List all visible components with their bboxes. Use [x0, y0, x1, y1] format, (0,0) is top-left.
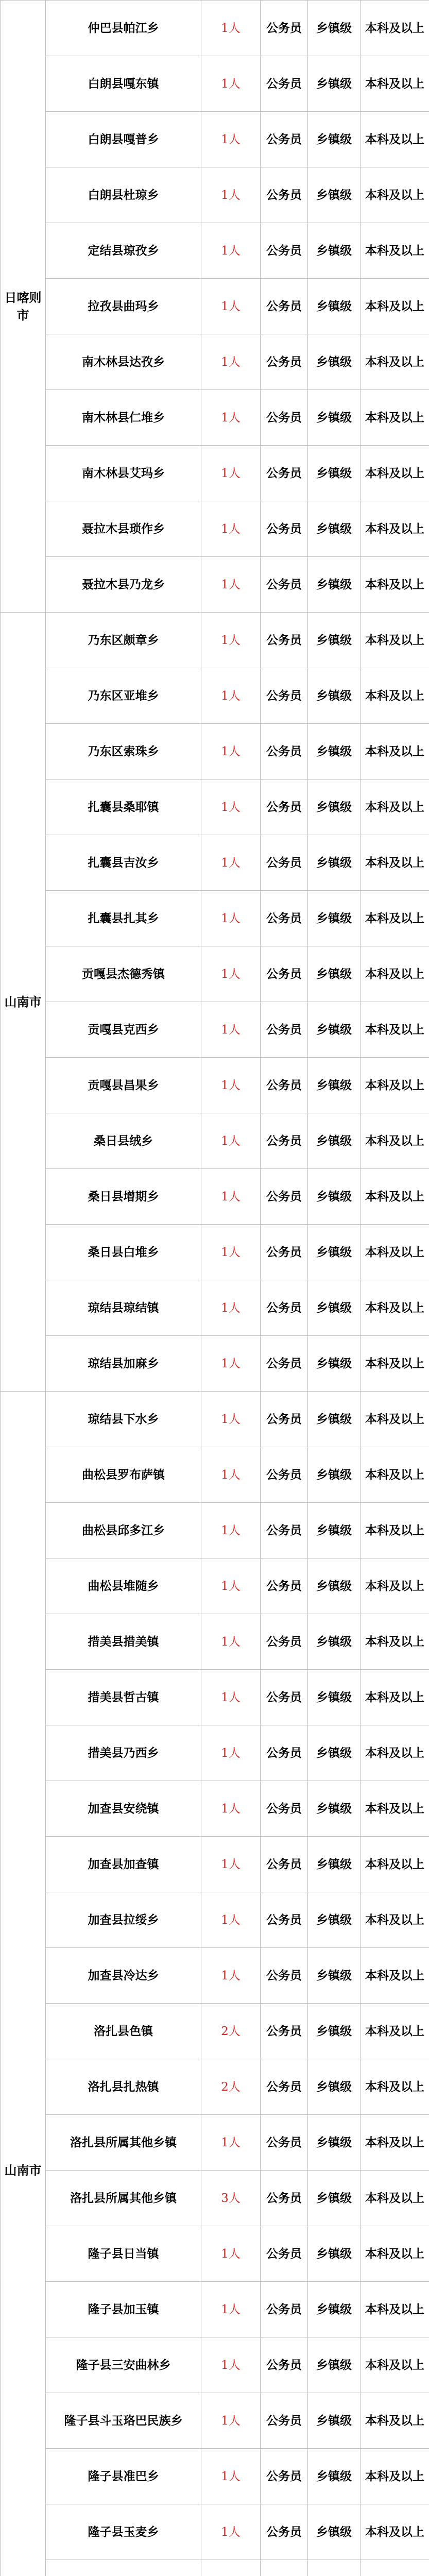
- place-cell: [46, 2560, 201, 2576]
- table-row: [1, 1002, 429, 1058]
- place-cell: 措美县哲古镇: [46, 1670, 201, 1725]
- place-cell: 琼结县下水乡: [46, 1392, 201, 1447]
- place-cell: 聂拉木县琐作乡: [46, 501, 201, 557]
- table-row: [1, 1169, 429, 1225]
- count-cell: 1人: [201, 1447, 261, 1503]
- count-cell: 1人: [201, 1336, 261, 1392]
- level-cell: 乡镇级: [308, 1892, 361, 1948]
- position-type-cell: 公务员: [261, 334, 308, 390]
- level-cell: 乡镇级: [308, 1225, 361, 1280]
- position-type-cell: 公务员: [261, 1670, 308, 1725]
- place-cell: 乃东区亚堆乡: [46, 668, 201, 724]
- table-row: [1, 1, 429, 56]
- place-cell: 扎囊县扎其乡: [46, 891, 201, 946]
- education-cell: 本科及以上: [361, 1058, 429, 1113]
- place-cell: 洛扎县所属其他乡镇: [46, 2115, 201, 2171]
- level-cell: 乡镇级: [308, 223, 361, 279]
- position-type-cell: 公务员: [261, 779, 308, 835]
- place-cell: 贡嘎县克西乡: [46, 1002, 201, 1058]
- education-cell: 本科及以上: [361, 2115, 429, 2171]
- education-cell: 本科及以上: [361, 2282, 429, 2337]
- education-cell: 本科及以上: [361, 946, 429, 1002]
- count-cell: 1人: [201, 779, 261, 835]
- count-cell: 1人: [201, 446, 261, 501]
- count-cell: 1人: [201, 557, 261, 613]
- place-cell: 乃东区索珠乡: [46, 724, 201, 779]
- position-type-cell: 公务员: [261, 891, 308, 946]
- count-cell: 1人: [201, 1558, 261, 1614]
- position-type-cell: 公务员: [261, 1, 308, 56]
- position-type-cell: 公务员: [261, 1837, 308, 1892]
- count-cell: 1人: [201, 2282, 261, 2337]
- level-cell: 乡镇级: [308, 334, 361, 390]
- level-cell: 乡镇级: [308, 1169, 361, 1225]
- table-row: [1, 1503, 429, 1558]
- region-cell: 日喀则市: [1, 1, 46, 613]
- table-row: [1, 2504, 429, 2560]
- table-row: [1, 1892, 429, 1948]
- table-row: [1, 2171, 429, 2226]
- education-cell: 本科及以上: [361, 1336, 429, 1392]
- level-cell: 乡镇级: [308, 1002, 361, 1058]
- level-cell: 乡镇级: [308, 1392, 361, 1447]
- position-type-cell: 公务员: [261, 1280, 308, 1336]
- place-cell: 加查县冷达乡: [46, 1948, 201, 2004]
- table-row: [1, 1280, 429, 1336]
- position-type-cell: 公务员: [261, 724, 308, 779]
- table-row: [1, 2115, 429, 2171]
- place-cell: 南木林县仁堆乡: [46, 390, 201, 446]
- count-cell: 1人: [201, 668, 261, 724]
- table-row: [1, 1058, 429, 1113]
- level-cell: 乡镇级: [308, 1336, 361, 1392]
- place-cell: 隆子县准巴乡: [46, 2449, 201, 2504]
- count-cell: 1人: [201, 1392, 261, 1447]
- education-cell: 本科及以上: [361, 613, 429, 668]
- level-cell: 乡镇级: [308, 446, 361, 501]
- position-type-cell: 公务员: [261, 1948, 308, 2004]
- count-cell: 1人: [201, 724, 261, 779]
- count-cell: 1人: [201, 167, 261, 223]
- position-type-cell: [261, 2560, 308, 2576]
- position-type-cell: 公务员: [261, 1225, 308, 1280]
- position-type-cell: 公务员: [261, 56, 308, 112]
- education-cell: 本科及以上: [361, 1670, 429, 1725]
- place-cell: 白朗县杜琼乡: [46, 167, 201, 223]
- level-cell: 乡镇级: [308, 279, 361, 334]
- level-cell: 乡镇级: [308, 2449, 361, 2504]
- place-cell: 曲松县邱多江乡: [46, 1503, 201, 1558]
- level-cell: 乡镇级: [308, 1670, 361, 1725]
- count-cell: 1人: [201, 1169, 261, 1225]
- level-cell: 乡镇级: [308, 613, 361, 668]
- count-cell: 1人: [201, 2226, 261, 2282]
- count-cell: 1人: [201, 2449, 261, 2504]
- level-cell: 乡镇级: [308, 1447, 361, 1503]
- education-cell: 本科及以上: [361, 557, 429, 613]
- position-type-cell: 公务员: [261, 946, 308, 1002]
- table-row: [1, 557, 429, 613]
- education-cell: 本科及以上: [361, 1614, 429, 1670]
- education-cell: 本科及以上: [361, 1002, 429, 1058]
- count-cell: 2人: [201, 2004, 261, 2059]
- place-cell: 扎囊县桑耶镇: [46, 779, 201, 835]
- place-cell: 洛扎县色镇: [46, 2004, 201, 2059]
- count-cell: 1人: [201, 2504, 261, 2560]
- education-cell: 本科及以上: [361, 2337, 429, 2393]
- level-cell: 乡镇级: [308, 1558, 361, 1614]
- count-cell: 1人: [201, 1280, 261, 1336]
- position-type-cell: 公务员: [261, 2337, 308, 2393]
- place-cell: 聂拉木县乃龙乡: [46, 557, 201, 613]
- position-type-cell: 公务员: [261, 1002, 308, 1058]
- table-row: [1, 1837, 429, 1892]
- table-row: [1, 2226, 429, 2282]
- table-row: [1, 1948, 429, 2004]
- level-cell: 乡镇级: [308, 390, 361, 446]
- education-cell: 本科及以上: [361, 1892, 429, 1948]
- level-cell: 乡镇级: [308, 724, 361, 779]
- region-cell: 山南市: [1, 613, 46, 1392]
- education-cell: 本科及以上: [361, 724, 429, 779]
- table-row: [1, 1336, 429, 1392]
- level-cell: 乡镇级: [308, 1725, 361, 1781]
- position-type-cell: 公务员: [261, 2059, 308, 2115]
- education-cell: 本科及以上: [361, 390, 429, 446]
- level-cell: 乡镇级: [308, 946, 361, 1002]
- count-cell: 1人: [201, 891, 261, 946]
- position-type-cell: 公务员: [261, 2171, 308, 2226]
- position-type-cell: 公务员: [261, 446, 308, 501]
- table-row: [1, 1725, 429, 1781]
- count-cell: 1人: [201, 1113, 261, 1169]
- education-cell: 本科及以上: [361, 1, 429, 56]
- position-type-cell: 公务员: [261, 501, 308, 557]
- education-cell: 本科及以上: [361, 2393, 429, 2449]
- level-cell: 乡镇级: [308, 2282, 361, 2337]
- count-cell: 1人: [201, 334, 261, 390]
- table-row: [1, 613, 429, 668]
- level-cell: 乡镇级: [308, 1113, 361, 1169]
- place-cell: 隆子县三安曲林乡: [46, 2337, 201, 2393]
- position-type-cell: 公务员: [261, 2226, 308, 2282]
- position-type-cell: 公务员: [261, 112, 308, 167]
- position-type-cell: 公务员: [261, 1614, 308, 1670]
- count-cell: 3人: [201, 2171, 261, 2226]
- position-type-cell: 公务员: [261, 1558, 308, 1614]
- position-type-cell: 公务员: [261, 1725, 308, 1781]
- place-cell: 加查县拉绥乡: [46, 1892, 201, 1948]
- education-cell: 本科及以上: [361, 223, 429, 279]
- level-cell: 乡镇级: [308, 2171, 361, 2226]
- position-type-cell: 公务员: [261, 279, 308, 334]
- place-cell: 贡嘎县昌果乡: [46, 1058, 201, 1113]
- education-cell: 本科及以上: [361, 2171, 429, 2226]
- education-cell: 本科及以上: [361, 1725, 429, 1781]
- place-cell: 琼结县加麻乡: [46, 1336, 201, 1392]
- count-cell: 1人: [201, 279, 261, 334]
- table-row: [1, 724, 429, 779]
- place-cell: 隆子县玉麦乡: [46, 2504, 201, 2560]
- table-row: [1, 2337, 429, 2393]
- table-row: [1, 2004, 429, 2059]
- level-cell: 乡镇级: [308, 835, 361, 891]
- position-type-cell: 公务员: [261, 390, 308, 446]
- position-type-cell: 公务员: [261, 613, 308, 668]
- count-cell: 1人: [201, 1614, 261, 1670]
- education-cell: 本科及以上: [361, 2004, 429, 2059]
- table-row: [1, 279, 429, 334]
- count-cell: 1人: [201, 2115, 261, 2171]
- position-type-cell: 公务员: [261, 835, 308, 891]
- position-type-cell: 公务员: [261, 2004, 308, 2059]
- place-cell: 曲松县罗布萨镇: [46, 1447, 201, 1503]
- education-cell: [361, 2560, 429, 2576]
- place-cell: 隆子县日当镇: [46, 2226, 201, 2282]
- position-type-cell: 公务员: [261, 2504, 308, 2560]
- position-type-cell: 公务员: [261, 2115, 308, 2171]
- table-row: [1, 446, 429, 501]
- table-row: [1, 334, 429, 390]
- position-type-cell: 公务员: [261, 223, 308, 279]
- count-cell: 1人: [201, 56, 261, 112]
- level-cell: 乡镇级: [308, 2115, 361, 2171]
- education-cell: 本科及以上: [361, 2504, 429, 2560]
- education-cell: 本科及以上: [361, 2226, 429, 2282]
- place-cell: 白朗县嘎东镇: [46, 56, 201, 112]
- table-row: [1, 112, 429, 167]
- education-cell: 本科及以上: [361, 112, 429, 167]
- level-cell: 乡镇级: [308, 167, 361, 223]
- table-row: [1, 2282, 429, 2337]
- position-type-cell: 公务员: [261, 1892, 308, 1948]
- place-cell: 隆子县斗玉珞巴民族乡: [46, 2393, 201, 2449]
- level-cell: [308, 2560, 361, 2576]
- education-cell: 本科及以上: [361, 501, 429, 557]
- count-cell: 1人: [201, 1725, 261, 1781]
- count-cell: 1人: [201, 112, 261, 167]
- education-cell: 本科及以上: [361, 334, 429, 390]
- table-row: [1, 56, 429, 112]
- table-row: [1, 1614, 429, 1670]
- level-cell: 乡镇级: [308, 1, 361, 56]
- table-row: [1, 668, 429, 724]
- level-cell: 乡镇级: [308, 891, 361, 946]
- table-row: [1, 1225, 429, 1280]
- table-row: [1, 223, 429, 279]
- table-row: [1, 501, 429, 557]
- place-cell: 乃东区颇章乡: [46, 613, 201, 668]
- count-cell: 1人: [201, 1948, 261, 2004]
- place-cell: 琼结县琼结镇: [46, 1280, 201, 1336]
- position-type-cell: 公务员: [261, 2393, 308, 2449]
- level-cell: 乡镇级: [308, 668, 361, 724]
- count-cell: 1人: [201, 1503, 261, 1558]
- place-cell: 拉孜县曲玛乡: [46, 279, 201, 334]
- place-cell: 洛扎县扎热镇: [46, 2059, 201, 2115]
- table-body: [1, 1, 429, 2576]
- table-row: [1, 2449, 429, 2504]
- place-cell: 桑日县绒乡: [46, 1113, 201, 1169]
- position-type-cell: 公务员: [261, 668, 308, 724]
- count-cell: [201, 2560, 261, 2576]
- place-cell: 措美县乃西乡: [46, 1725, 201, 1781]
- education-cell: 本科及以上: [361, 1781, 429, 1837]
- table-row: [1, 1558, 429, 1614]
- level-cell: 乡镇级: [308, 112, 361, 167]
- table-row: [1, 1670, 429, 1725]
- education-cell: 本科及以上: [361, 1558, 429, 1614]
- count-cell: 1人: [201, 1, 261, 56]
- position-type-cell: 公务员: [261, 167, 308, 223]
- level-cell: 乡镇级: [308, 1058, 361, 1113]
- table-row: [1, 1392, 429, 1447]
- education-cell: 本科及以上: [361, 56, 429, 112]
- table-row: [1, 1781, 429, 1837]
- count-cell: 1人: [201, 2393, 261, 2449]
- education-cell: 本科及以上: [361, 1447, 429, 1503]
- count-cell: 1人: [201, 1058, 261, 1113]
- level-cell: 乡镇级: [308, 557, 361, 613]
- count-cell: 1人: [201, 835, 261, 891]
- position-type-cell: 公务员: [261, 1781, 308, 1837]
- position-type-cell: 公务员: [261, 1503, 308, 1558]
- place-cell: 洛扎县所属其他乡镇: [46, 2171, 201, 2226]
- level-cell: 乡镇级: [308, 2004, 361, 2059]
- table-row: [1, 835, 429, 891]
- place-cell: 桑日县白堆乡: [46, 1225, 201, 1280]
- education-cell: 本科及以上: [361, 835, 429, 891]
- count-cell: 1人: [201, 1837, 261, 1892]
- education-cell: 本科及以上: [361, 668, 429, 724]
- place-cell: 措美县措美镇: [46, 1614, 201, 1670]
- level-cell: 乡镇级: [308, 56, 361, 112]
- count-cell: 1人: [201, 946, 261, 1002]
- place-cell: 隆子县加玉镇: [46, 2282, 201, 2337]
- place-cell: 曲松县堆随乡: [46, 1558, 201, 1614]
- place-cell: 加查县加查镇: [46, 1837, 201, 1892]
- position-type-cell: 公务员: [261, 557, 308, 613]
- count-cell: 1人: [201, 2337, 261, 2393]
- position-type-cell: 公务员: [261, 1169, 308, 1225]
- place-cell: 仲巴县帕江乡: [46, 1, 201, 56]
- count-cell: 1人: [201, 1225, 261, 1280]
- level-cell: 乡镇级: [308, 1614, 361, 1670]
- education-cell: 本科及以上: [361, 779, 429, 835]
- position-type-cell: 公务员: [261, 1058, 308, 1113]
- place-cell: 贡嘎县杰德秀镇: [46, 946, 201, 1002]
- place-cell: 南木林县艾玛乡: [46, 446, 201, 501]
- position-type-cell: 公务员: [261, 1447, 308, 1503]
- level-cell: 乡镇级: [308, 1837, 361, 1892]
- level-cell: 乡镇级: [308, 2337, 361, 2393]
- region-cell: 山南市: [1, 1392, 46, 2576]
- table-row: [1, 2059, 429, 2115]
- education-cell: 本科及以上: [361, 1948, 429, 2004]
- position-type-cell: 公务员: [261, 1113, 308, 1169]
- position-type-cell: 公务员: [261, 1336, 308, 1392]
- table-row: [1, 1447, 429, 1503]
- table-row: [1, 2393, 429, 2449]
- education-cell: 本科及以上: [361, 891, 429, 946]
- table-row: [1, 390, 429, 446]
- level-cell: 乡镇级: [308, 2059, 361, 2115]
- education-cell: 本科及以上: [361, 2449, 429, 2504]
- level-cell: 乡镇级: [308, 1781, 361, 1837]
- table-row: [1, 167, 429, 223]
- place-cell: 桑日县增期乡: [46, 1169, 201, 1225]
- count-cell: 2人: [201, 2059, 261, 2115]
- position-type-cell: 公务员: [261, 2282, 308, 2337]
- education-cell: 本科及以上: [361, 1503, 429, 1558]
- count-cell: 1人: [201, 223, 261, 279]
- table-row: [1, 891, 429, 946]
- place-cell: 加查县安绕镇: [46, 1781, 201, 1837]
- level-cell: 乡镇级: [308, 779, 361, 835]
- level-cell: 乡镇级: [308, 2504, 361, 2560]
- table-row: [1, 779, 429, 835]
- education-cell: 本科及以上: [361, 2059, 429, 2115]
- education-cell: 本科及以上: [361, 279, 429, 334]
- position-type-cell: 公务员: [261, 1392, 308, 1447]
- level-cell: 乡镇级: [308, 2393, 361, 2449]
- education-cell: 本科及以上: [361, 1392, 429, 1447]
- place-cell: 白朗县嘎普乡: [46, 112, 201, 167]
- education-cell: 本科及以上: [361, 1225, 429, 1280]
- count-cell: 1人: [201, 390, 261, 446]
- place-cell: 南木林县达孜乡: [46, 334, 201, 390]
- level-cell: 乡镇级: [308, 1948, 361, 2004]
- education-cell: 本科及以上: [361, 1280, 429, 1336]
- education-cell: 本科及以上: [361, 446, 429, 501]
- education-cell: 本科及以上: [361, 167, 429, 223]
- count-cell: 1人: [201, 1781, 261, 1837]
- education-cell: 本科及以上: [361, 1837, 429, 1892]
- count-cell: 1人: [201, 1670, 261, 1725]
- table-row: [1, 1113, 429, 1169]
- count-cell: 1人: [201, 613, 261, 668]
- count-cell: 1人: [201, 501, 261, 557]
- count-cell: 1人: [201, 1892, 261, 1948]
- count-cell: 1人: [201, 1002, 261, 1058]
- table-row: [1, 946, 429, 1002]
- level-cell: 乡镇级: [308, 2226, 361, 2282]
- table-row: [1, 2560, 429, 2576]
- level-cell: 乡镇级: [308, 501, 361, 557]
- position-type-cell: 公务员: [261, 2449, 308, 2504]
- place-cell: 定结县琼孜乡: [46, 223, 201, 279]
- education-cell: 本科及以上: [361, 1113, 429, 1169]
- place-cell: 扎囊县吉汝乡: [46, 835, 201, 891]
- level-cell: 乡镇级: [308, 1280, 361, 1336]
- level-cell: 乡镇级: [308, 1503, 361, 1558]
- education-cell: 本科及以上: [361, 1169, 429, 1225]
